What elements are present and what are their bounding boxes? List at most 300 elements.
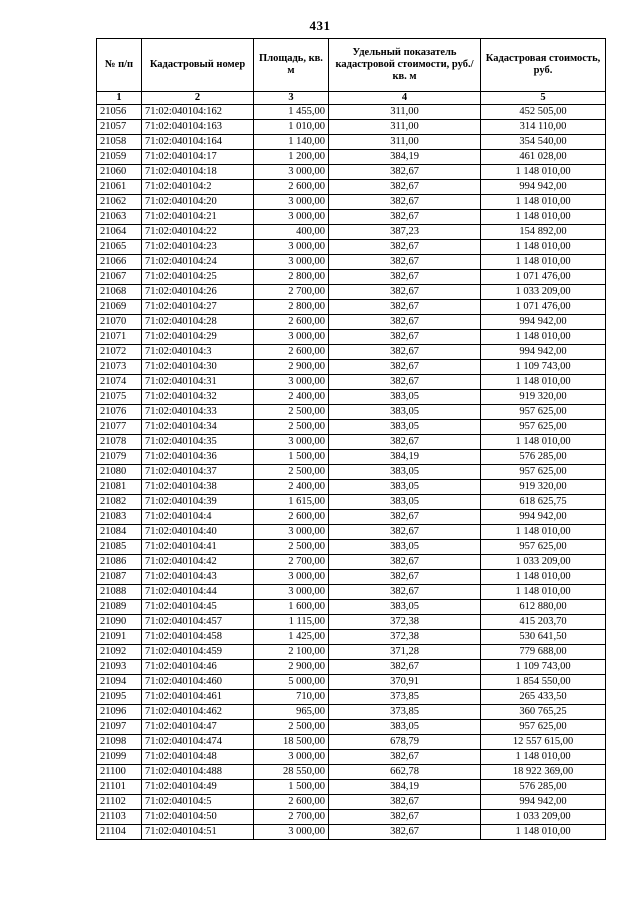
cadastral-value-table	[96, 38, 606, 840]
area-cell: 1 455,00	[254, 105, 329, 120]
unit-value-cell: 372,38	[329, 615, 481, 630]
row-number-cell: 21098	[97, 735, 142, 750]
row-number-cell: 21066	[97, 255, 142, 270]
row-number-cell: 21080	[97, 465, 142, 480]
table-row	[97, 600, 606, 615]
row-number-cell: 21079	[97, 450, 142, 465]
unit-value-cell: 382,67	[329, 660, 481, 675]
area-cell: 3 000,00	[254, 375, 329, 390]
cadastral-number-cell: 71:02:040104:38	[142, 480, 254, 495]
column-number: 5	[481, 92, 606, 105]
cadastral-number-cell: 71:02:040104:48	[142, 750, 254, 765]
row-number-cell: 21085	[97, 540, 142, 555]
cadastral-value-cell: 1 109 743,00	[481, 660, 606, 675]
column-number: 3	[254, 92, 329, 105]
area-cell: 400,00	[254, 225, 329, 240]
table-row	[97, 675, 606, 690]
row-number-cell: 21094	[97, 675, 142, 690]
unit-value-cell: 382,67	[329, 165, 481, 180]
unit-value-cell: 387,23	[329, 225, 481, 240]
cadastral-value-cell: 1 071 476,00	[481, 300, 606, 315]
cadastral-value-cell: 994 942,00	[481, 510, 606, 525]
unit-value-cell: 370,91	[329, 675, 481, 690]
area-cell: 965,00	[254, 705, 329, 720]
cadastral-value-cell: 1 033 209,00	[481, 285, 606, 300]
table-row	[97, 705, 606, 720]
unit-value-cell: 373,85	[329, 705, 481, 720]
cadastral-value-cell: 919 320,00	[481, 480, 606, 495]
area-cell: 3 000,00	[254, 165, 329, 180]
row-number-cell: 21088	[97, 585, 142, 600]
area-cell: 2 500,00	[254, 465, 329, 480]
unit-value-cell: 382,67	[329, 570, 481, 585]
table-row	[97, 150, 606, 165]
table-row	[97, 360, 606, 375]
row-number-cell: 21096	[97, 705, 142, 720]
area-cell: 3 000,00	[254, 255, 329, 270]
page-number: 431	[309, 18, 331, 33]
cadastral-number-cell: 71:02:040104:474	[142, 735, 254, 750]
cadastral-number-cell: 71:02:040104:41	[142, 540, 254, 555]
unit-value-cell: 382,67	[329, 285, 481, 300]
row-number-cell: 21102	[97, 795, 142, 810]
table-row	[97, 510, 606, 525]
area-cell: 1 500,00	[254, 450, 329, 465]
row-number-cell: 21072	[97, 345, 142, 360]
area-cell: 28 550,00	[254, 765, 329, 780]
cadastral-number-cell: 71:02:040104:23	[142, 240, 254, 255]
cadastral-number-cell: 71:02:040104:43	[142, 570, 254, 585]
unit-value-cell: 382,67	[329, 810, 481, 825]
row-number-cell: 21077	[97, 420, 142, 435]
table-row	[97, 180, 606, 195]
column-number: 4	[329, 92, 481, 105]
row-number-cell: 21071	[97, 330, 142, 345]
cadastral-number-cell: 71:02:040104:18	[142, 165, 254, 180]
row-number-cell: 21062	[97, 195, 142, 210]
cadastral-value-cell: 314 110,00	[481, 120, 606, 135]
cadastral-number-cell: 71:02:040104:27	[142, 300, 254, 315]
cadastral-number-cell: 71:02:040104:39	[142, 495, 254, 510]
unit-value-cell: 383,05	[329, 600, 481, 615]
cadastral-value-cell: 530 641,50	[481, 630, 606, 645]
area-cell: 2 600,00	[254, 510, 329, 525]
unit-value-cell: 382,67	[329, 360, 481, 375]
unit-value-cell: 382,67	[329, 240, 481, 255]
row-number-cell: 21087	[97, 570, 142, 585]
cadastral-value-cell: 1 148 010,00	[481, 255, 606, 270]
area-cell: 1 500,00	[254, 780, 329, 795]
table-row	[97, 765, 606, 780]
unit-value-cell: 311,00	[329, 105, 481, 120]
table-row	[97, 810, 606, 825]
cadastral-number-cell: 71:02:040104:36	[142, 450, 254, 465]
row-number-cell: 21086	[97, 555, 142, 570]
area-cell: 2 100,00	[254, 645, 329, 660]
row-number-cell: 21076	[97, 405, 142, 420]
table-row	[97, 630, 606, 645]
cadastral-number-cell: 71:02:040104:488	[142, 765, 254, 780]
row-number-cell: 21093	[97, 660, 142, 675]
unit-value-cell: 382,67	[329, 435, 481, 450]
area-cell: 1 615,00	[254, 495, 329, 510]
cadastral-number-cell: 71:02:040104:32	[142, 390, 254, 405]
area-cell: 1 600,00	[254, 600, 329, 615]
row-number-cell: 21083	[97, 510, 142, 525]
unit-value-cell: 383,05	[329, 720, 481, 735]
table-row	[97, 645, 606, 660]
row-number-cell: 21090	[97, 615, 142, 630]
row-number-cell: 21070	[97, 315, 142, 330]
unit-value-cell: 382,67	[329, 330, 481, 345]
unit-value-cell: 382,67	[329, 525, 481, 540]
table-row	[97, 555, 606, 570]
unit-value-cell: 383,05	[329, 495, 481, 510]
cadastral-value-cell: 1 148 010,00	[481, 195, 606, 210]
cadastral-number-cell: 71:02:040104:26	[142, 285, 254, 300]
cadastral-number-cell: 71:02:040104:35	[142, 435, 254, 450]
table-row	[97, 585, 606, 600]
table-row	[97, 165, 606, 180]
cadastral-value-cell: 354 540,00	[481, 135, 606, 150]
unit-value-cell: 383,05	[329, 480, 481, 495]
unit-value-cell: 311,00	[329, 135, 481, 150]
cadastral-value-cell: 1 148 010,00	[481, 210, 606, 225]
table-row	[97, 240, 606, 255]
area-cell: 2 700,00	[254, 285, 329, 300]
area-cell: 3 000,00	[254, 570, 329, 585]
cadastral-value-cell: 452 505,00	[481, 105, 606, 120]
table-row	[97, 660, 606, 675]
cadastral-number-cell: 71:02:040104:164	[142, 135, 254, 150]
table-row	[97, 525, 606, 540]
cadastral-value-cell: 1 148 010,00	[481, 585, 606, 600]
cadastral-value-cell: 360 765,25	[481, 705, 606, 720]
unit-value-cell: 382,67	[329, 180, 481, 195]
area-cell: 2 500,00	[254, 540, 329, 555]
row-number-cell: 21103	[97, 810, 142, 825]
table-row	[97, 615, 606, 630]
cadastral-value-cell: 1 033 209,00	[481, 810, 606, 825]
cadastral-number-cell: 71:02:040104:45	[142, 600, 254, 615]
area-cell: 1 200,00	[254, 150, 329, 165]
table-row	[97, 735, 606, 750]
row-number-cell: 21104	[97, 825, 142, 840]
area-cell: 3 000,00	[254, 240, 329, 255]
cadastral-value-cell: 1 033 209,00	[481, 555, 606, 570]
unit-value-cell: 382,67	[329, 315, 481, 330]
cadastral-value-cell: 576 285,00	[481, 780, 606, 795]
cadastral-value-cell: 612 880,00	[481, 600, 606, 615]
cadastral-number-cell: 71:02:040104:22	[142, 225, 254, 240]
row-number-cell: 21061	[97, 180, 142, 195]
table-row	[97, 315, 606, 330]
unit-value-cell: 382,67	[329, 210, 481, 225]
table-row	[97, 270, 606, 285]
column-number: 1	[97, 92, 142, 105]
header-unit-value: Удельный показатель кадастровой стоимости, руб./кв. м	[329, 39, 481, 92]
row-number-cell: 21078	[97, 435, 142, 450]
area-cell: 18 500,00	[254, 735, 329, 750]
cadastral-value-cell: 994 942,00	[481, 180, 606, 195]
unit-value-cell: 382,67	[329, 255, 481, 270]
row-number-cell: 21063	[97, 210, 142, 225]
cadastral-value-cell: 957 625,00	[481, 540, 606, 555]
area-cell: 2 500,00	[254, 405, 329, 420]
cadastral-number-cell: 71:02:040104:47	[142, 720, 254, 735]
area-cell: 2 400,00	[254, 480, 329, 495]
unit-value-cell: 382,67	[329, 300, 481, 315]
cadastral-value-cell: 957 625,00	[481, 720, 606, 735]
cadastral-number-cell: 71:02:040104:461	[142, 690, 254, 705]
table-row	[97, 210, 606, 225]
unit-value-cell: 382,67	[329, 795, 481, 810]
table-row	[97, 690, 606, 705]
unit-value-cell: 383,05	[329, 405, 481, 420]
column-number-row	[97, 92, 606, 105]
area-cell: 2 800,00	[254, 270, 329, 285]
table-row	[97, 105, 606, 120]
cadastral-value-cell: 957 625,00	[481, 420, 606, 435]
unit-value-cell: 382,67	[329, 825, 481, 840]
cadastral-value-cell: 1 109 743,00	[481, 360, 606, 375]
cadastral-value-cell: 1 148 010,00	[481, 330, 606, 345]
row-number-cell: 21082	[97, 495, 142, 510]
table-row	[97, 405, 606, 420]
cadastral-value-cell: 1 148 010,00	[481, 435, 606, 450]
row-number-cell: 21097	[97, 720, 142, 735]
cadastral-number-cell: 71:02:040104:37	[142, 465, 254, 480]
cadastral-value-cell: 1 148 010,00	[481, 525, 606, 540]
table-header-row	[97, 39, 606, 92]
cadastral-value-cell: 919 320,00	[481, 390, 606, 405]
unit-value-cell: 382,67	[329, 555, 481, 570]
cadastral-value-cell: 957 625,00	[481, 405, 606, 420]
unit-value-cell: 382,67	[329, 585, 481, 600]
table-row	[97, 345, 606, 360]
table-row	[97, 420, 606, 435]
cadastral-value-cell: 415 203,70	[481, 615, 606, 630]
area-cell: 3 000,00	[254, 525, 329, 540]
cadastral-number-cell: 71:02:040104:459	[142, 645, 254, 660]
row-number-cell: 21092	[97, 645, 142, 660]
cadastral-number-cell: 71:02:040104:31	[142, 375, 254, 390]
unit-value-cell: 384,19	[329, 780, 481, 795]
row-number-cell: 21075	[97, 390, 142, 405]
area-cell: 2 700,00	[254, 555, 329, 570]
header-area: Площадь, кв. м	[254, 39, 329, 92]
row-number-cell: 21089	[97, 600, 142, 615]
cadastral-number-cell: 71:02:040104:50	[142, 810, 254, 825]
table-row	[97, 195, 606, 210]
table-row	[97, 795, 606, 810]
cadastral-number-cell: 71:02:040104:460	[142, 675, 254, 690]
table-row	[97, 330, 606, 345]
cadastral-number-cell: 71:02:040104:25	[142, 270, 254, 285]
cadastral-value-cell: 576 285,00	[481, 450, 606, 465]
table-row	[97, 465, 606, 480]
area-cell: 2 600,00	[254, 315, 329, 330]
cadastral-value-cell: 1 148 010,00	[481, 375, 606, 390]
cadastral-number-cell: 71:02:040104:24	[142, 255, 254, 270]
area-cell: 1 010,00	[254, 120, 329, 135]
row-number-cell: 21059	[97, 150, 142, 165]
area-cell: 2 900,00	[254, 360, 329, 375]
table-row	[97, 255, 606, 270]
table-row	[97, 285, 606, 300]
table-row	[97, 570, 606, 585]
row-number-cell: 21073	[97, 360, 142, 375]
cadastral-value-cell: 1 148 010,00	[481, 165, 606, 180]
cadastral-number-cell: 71:02:040104:51	[142, 825, 254, 840]
table-row	[97, 300, 606, 315]
row-number-cell: 21067	[97, 270, 142, 285]
row-number-cell: 21100	[97, 765, 142, 780]
unit-value-cell: 382,67	[329, 750, 481, 765]
area-cell: 2 800,00	[254, 300, 329, 315]
row-number-cell: 21056	[97, 105, 142, 120]
cadastral-number-cell: 71:02:040104:46	[142, 660, 254, 675]
cadastral-value-cell: 994 942,00	[481, 795, 606, 810]
cadastral-value-cell: 618 625,75	[481, 495, 606, 510]
row-number-cell: 21068	[97, 285, 142, 300]
unit-value-cell: 373,85	[329, 690, 481, 705]
area-cell: 2 500,00	[254, 420, 329, 435]
row-number-cell: 21060	[97, 165, 142, 180]
unit-value-cell: 382,67	[329, 375, 481, 390]
table-row	[97, 120, 606, 135]
cadastral-number-cell: 71:02:040104:44	[142, 585, 254, 600]
row-number-cell: 21065	[97, 240, 142, 255]
row-number-cell: 21091	[97, 630, 142, 645]
unit-value-cell: 384,19	[329, 450, 481, 465]
row-number-cell: 21058	[97, 135, 142, 150]
area-cell: 5 000,00	[254, 675, 329, 690]
unit-value-cell: 383,05	[329, 465, 481, 480]
unit-value-cell: 372,38	[329, 630, 481, 645]
unit-value-cell: 383,05	[329, 420, 481, 435]
table-row	[97, 375, 606, 390]
unit-value-cell: 311,00	[329, 120, 481, 135]
row-number-cell: 21064	[97, 225, 142, 240]
cadastral-value-cell: 1 148 010,00	[481, 750, 606, 765]
table-row	[97, 135, 606, 150]
cadastral-number-cell: 71:02:040104:4	[142, 510, 254, 525]
area-cell: 2 600,00	[254, 795, 329, 810]
table-row	[97, 225, 606, 240]
cadastral-value-cell: 12 557 615,00	[481, 735, 606, 750]
area-cell: 1 140,00	[254, 135, 329, 150]
area-cell: 1 115,00	[254, 615, 329, 630]
unit-value-cell: 662,78	[329, 765, 481, 780]
table-row	[97, 480, 606, 495]
table-row	[97, 720, 606, 735]
cadastral-number-cell: 71:02:040104:457	[142, 615, 254, 630]
cadastral-number-cell: 71:02:040104:163	[142, 120, 254, 135]
unit-value-cell: 383,05	[329, 390, 481, 405]
area-cell: 2 600,00	[254, 345, 329, 360]
area-cell: 3 000,00	[254, 750, 329, 765]
unit-value-cell: 382,67	[329, 345, 481, 360]
unit-value-cell: 678,79	[329, 735, 481, 750]
cadastral-number-cell: 71:02:040104:29	[142, 330, 254, 345]
area-cell: 2 600,00	[254, 180, 329, 195]
table-row	[97, 825, 606, 840]
table-body	[97, 105, 606, 840]
unit-value-cell: 382,67	[329, 510, 481, 525]
cadastral-number-cell: 71:02:040104:42	[142, 555, 254, 570]
column-number: 2	[142, 92, 254, 105]
cadastral-value-cell: 1 148 010,00	[481, 570, 606, 585]
area-cell: 710,00	[254, 690, 329, 705]
row-number-cell: 21057	[97, 120, 142, 135]
cadastral-value-cell: 994 942,00	[481, 345, 606, 360]
area-cell: 2 400,00	[254, 390, 329, 405]
cadastral-number-cell: 71:02:040104:21	[142, 210, 254, 225]
header-row-number: № п/п	[97, 39, 142, 92]
area-cell: 3 000,00	[254, 330, 329, 345]
table-row	[97, 390, 606, 405]
cadastral-number-cell: 71:02:040104:17	[142, 150, 254, 165]
cadastral-value-cell: 994 942,00	[481, 315, 606, 330]
cadastral-value-cell: 154 892,00	[481, 225, 606, 240]
area-cell: 2 500,00	[254, 720, 329, 735]
row-number-cell: 21084	[97, 525, 142, 540]
row-number-cell: 21099	[97, 750, 142, 765]
table-row	[97, 435, 606, 450]
row-number-cell: 21074	[97, 375, 142, 390]
unit-value-cell: 383,05	[329, 540, 481, 555]
area-cell: 3 000,00	[254, 825, 329, 840]
cadastral-value-cell: 265 433,50	[481, 690, 606, 705]
cadastral-number-cell: 71:02:040104:30	[142, 360, 254, 375]
cadastral-number-cell: 71:02:040104:49	[142, 780, 254, 795]
row-number-cell: 21095	[97, 690, 142, 705]
area-cell: 2 900,00	[254, 660, 329, 675]
unit-value-cell: 384,19	[329, 150, 481, 165]
area-cell: 3 000,00	[254, 435, 329, 450]
table-row	[97, 450, 606, 465]
cadastral-value-cell: 957 625,00	[481, 465, 606, 480]
cadastral-number-cell: 71:02:040104:40	[142, 525, 254, 540]
row-number-cell: 21069	[97, 300, 142, 315]
header-cadastral-number: Кадастровый номер	[142, 39, 254, 92]
cadastral-value-cell: 779 688,00	[481, 645, 606, 660]
unit-value-cell: 371,28	[329, 645, 481, 660]
cadastral-number-cell: 71:02:040104:5	[142, 795, 254, 810]
cadastral-number-cell: 71:02:040104:33	[142, 405, 254, 420]
table-row	[97, 540, 606, 555]
cadastral-number-cell: 71:02:040104:28	[142, 315, 254, 330]
area-cell: 3 000,00	[254, 210, 329, 225]
unit-value-cell: 382,67	[329, 195, 481, 210]
cadastral-number-cell: 71:02:040104:458	[142, 630, 254, 645]
table-row	[97, 495, 606, 510]
cadastral-value-cell: 1 854 550,00	[481, 675, 606, 690]
unit-value-cell: 382,67	[329, 270, 481, 285]
area-cell: 3 000,00	[254, 195, 329, 210]
cadastral-number-cell: 71:02:040104:462	[142, 705, 254, 720]
cadastral-value-cell: 18 922 369,00	[481, 765, 606, 780]
area-cell: 3 000,00	[254, 585, 329, 600]
row-number-cell: 21081	[97, 480, 142, 495]
cadastral-number-cell: 71:02:040104:3	[142, 345, 254, 360]
area-cell: 2 700,00	[254, 810, 329, 825]
row-number-cell: 21101	[97, 780, 142, 795]
table-row	[97, 750, 606, 765]
cadastral-value-cell: 1 148 010,00	[481, 240, 606, 255]
cadastral-value-cell: 1 148 010,00	[481, 825, 606, 840]
